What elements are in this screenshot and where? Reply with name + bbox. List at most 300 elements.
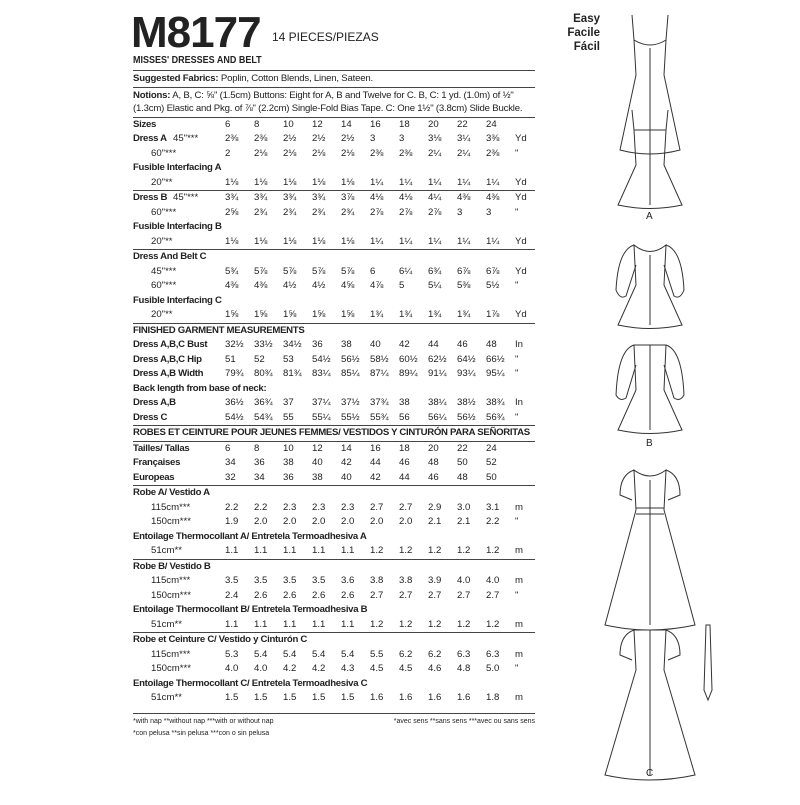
cell-value: 3.8 <box>399 575 413 586</box>
cell-value: 62½ <box>428 353 447 365</box>
cell-value: 33½ <box>254 339 273 350</box>
level-fr: Facile <box>567 27 600 39</box>
cell-value: 5.5 <box>370 648 384 660</box>
cell-value: 55½ <box>341 411 360 423</box>
cell-value: 22 <box>457 118 468 130</box>
cell-value: 2½ <box>341 133 355 144</box>
cell-value: 1.5 <box>283 692 297 703</box>
table-row <box>133 338 535 353</box>
cell-value: 34½ <box>283 339 302 350</box>
cell-value: 4⅜ <box>254 280 268 291</box>
cell-value: 54½ <box>225 411 244 423</box>
table-row <box>133 161 535 176</box>
table-row <box>133 190 535 206</box>
cell-value: 2.0 <box>399 516 413 527</box>
cell-value: 3¾ <box>225 192 239 203</box>
row-sublabel: 60"*** <box>151 147 177 159</box>
label-view-b: B <box>646 438 653 449</box>
cell-value: 3.6 <box>341 575 355 586</box>
cell-value: 12 <box>312 118 323 130</box>
cell-value: 2.2 <box>486 516 500 527</box>
cell-value: 2¾ <box>283 206 297 218</box>
table-row <box>133 176 535 191</box>
cell-value: 1.2 <box>370 618 384 630</box>
cell-value: 4¼ <box>428 192 442 203</box>
cell-value: 48 <box>486 339 497 350</box>
cell-value: 4.2 <box>312 663 326 674</box>
cell-value: 42 <box>399 339 410 350</box>
row-label: Entoilage Thermocollant A/ Entretela Termoadhesiva A <box>133 530 367 542</box>
cell-value: 5½ <box>486 280 500 291</box>
row-label: Fusible Interfacing B <box>133 221 222 232</box>
cell-value: 2⅜ <box>254 133 268 144</box>
row-label: Robe B/ Vestido B <box>133 560 211 572</box>
cell-value: 1⅞ <box>486 309 500 320</box>
row-unit: In <box>515 397 524 408</box>
cell-value: 5 <box>399 280 405 291</box>
row-label: Françaises <box>133 457 181 468</box>
cell-value: 6.3 <box>486 648 500 660</box>
cell-value: 1⅛ <box>225 176 239 188</box>
row-unit: " <box>515 516 519 527</box>
suggested-fabrics <box>133 70 535 87</box>
label-view-c: C <box>646 768 654 779</box>
cell-value: 2.0 <box>254 516 268 527</box>
belt <box>704 625 712 700</box>
cell-value: 2.0 <box>312 516 326 527</box>
cell-value: 2½ <box>283 133 297 144</box>
cell-value: 4.0 <box>225 663 239 674</box>
cell-value: 55¼ <box>312 411 331 423</box>
row-unit: " <box>515 589 519 601</box>
cell-value: 54½ <box>312 353 331 365</box>
cell-value: 1.6 <box>428 692 442 703</box>
cell-value: 1.1 <box>254 618 268 630</box>
cell-value: 4⅛ <box>370 192 384 203</box>
cell-value: 60½ <box>399 353 418 365</box>
cell-value: 3.1 <box>486 501 500 513</box>
cell-value: 1.2 <box>399 545 413 556</box>
cell-value: 24 <box>486 118 497 130</box>
table-row <box>133 530 535 545</box>
cell-value: 3.5 <box>312 575 326 586</box>
cell-value: 55 <box>283 411 294 423</box>
cell-value: 6¼ <box>399 265 413 277</box>
cell-value: 1¾ <box>457 309 471 320</box>
cell-value: 2.0 <box>370 516 384 527</box>
row-label: Europeas <box>133 471 175 483</box>
table-row <box>133 367 535 382</box>
cell-value: 1.5 <box>312 692 326 703</box>
row-unit: " <box>515 206 519 218</box>
cell-value: 56 <box>399 411 410 423</box>
cell-value: 2 <box>225 147 231 159</box>
cell-value: 55¾ <box>370 411 389 423</box>
table-row <box>133 206 535 221</box>
cell-value: 1¼ <box>428 235 442 247</box>
cell-value: 36 <box>254 457 265 468</box>
cell-value: 44 <box>370 457 381 468</box>
cell-value: 2⅞ <box>370 206 384 218</box>
cell-value: 1.1 <box>283 545 297 556</box>
cell-value: 79¾ <box>225 368 244 379</box>
cell-value: 5.4 <box>254 648 268 660</box>
cell-value: 10 <box>283 118 294 130</box>
dress-b-back <box>616 345 684 434</box>
cell-value: 6.2 <box>428 648 442 660</box>
row-label: Dress A,B,C Bust <box>133 339 208 350</box>
cell-value: 64½ <box>457 353 476 365</box>
cell-value: 1.1 <box>341 618 355 630</box>
cell-value: 1.2 <box>428 545 442 556</box>
cell-value: 3 <box>399 133 405 144</box>
cell-value: 1.6 <box>399 692 413 703</box>
cell-value: 4.8 <box>457 663 471 674</box>
cell-value: 37¾ <box>370 397 389 408</box>
cell-value: 38 <box>399 397 410 408</box>
cell-value: 24 <box>486 442 497 454</box>
cell-value: 1⅛ <box>254 235 268 247</box>
table-row <box>133 603 535 618</box>
cell-value: 6 <box>225 442 231 454</box>
row-sublabel: 20"** <box>151 309 173 320</box>
cell-value: 2.7 <box>428 589 442 601</box>
row-unit: Yd <box>515 265 527 277</box>
table-row <box>133 294 535 309</box>
row-unit: " <box>515 147 519 159</box>
cell-value: 34 <box>225 457 236 468</box>
cell-value: 38¼ <box>428 397 447 408</box>
cell-value: 52 <box>254 353 265 365</box>
cell-value: 2.7 <box>370 501 384 513</box>
cell-value: 3 <box>457 206 463 218</box>
cell-value: 18 <box>399 118 410 130</box>
row-unit: Yd <box>515 309 527 320</box>
cell-value: 8 <box>254 442 260 454</box>
cell-value: 40 <box>312 457 323 468</box>
row-unit: Yd <box>515 176 527 188</box>
cell-value: 2.6 <box>341 589 355 601</box>
cell-value: 40 <box>341 471 352 483</box>
row-label: Dress A,B,C Hip <box>133 353 202 365</box>
cell-value: 5.4 <box>283 648 297 660</box>
cell-value: 38 <box>283 457 294 468</box>
table-row <box>133 691 535 706</box>
cell-value: 4.5 <box>399 663 413 674</box>
table-row <box>133 471 535 486</box>
cell-value: 1.1 <box>283 618 297 630</box>
cell-value: 5.3 <box>225 648 239 660</box>
row-label: Dress And Belt C <box>133 251 207 262</box>
garment-illustrations <box>560 0 740 800</box>
row-sublabel: 45"*** <box>151 265 177 277</box>
cell-value: 2⅛ <box>254 147 268 159</box>
cell-value: 2.7 <box>399 501 413 513</box>
row-sublabel: 150cm*** <box>151 663 191 674</box>
cell-value: 91¼ <box>428 368 447 379</box>
cell-value: 2.1 <box>457 516 471 527</box>
cell-value: 22 <box>457 442 468 454</box>
cell-value: 4⅝ <box>341 280 355 291</box>
cell-value: 4⅞ <box>370 280 384 291</box>
table-row <box>133 147 535 162</box>
cell-value: 1.5 <box>254 692 268 703</box>
row-unit: m <box>515 545 523 556</box>
cell-value: 48 <box>428 457 439 468</box>
row-label: Dress B <box>133 192 168 203</box>
cell-value: 1⅝ <box>225 309 239 320</box>
cell-value: 66½ <box>486 353 505 365</box>
cell-value: 2.6 <box>312 589 326 601</box>
row-unit: m <box>515 575 523 586</box>
cell-value: 37 <box>283 397 294 408</box>
row-label: Dress A,B <box>133 397 176 408</box>
cell-value: 1.1 <box>312 618 326 630</box>
row-unit: In <box>515 339 524 350</box>
cell-value: 56¼ <box>428 411 447 423</box>
cell-value: 5.4 <box>312 648 326 660</box>
cell-value: 38 <box>341 339 352 350</box>
cell-value: 36¾ <box>254 397 273 408</box>
cell-value: 2.0 <box>283 516 297 527</box>
footnote-fr: *avec sens **sans sens ***avec ou sans sens <box>393 718 535 725</box>
cell-value: 3 <box>486 206 492 218</box>
cell-value: 1¼ <box>428 176 442 188</box>
cell-value: 2⅜ <box>486 147 500 159</box>
row-sublabel: 45"*** <box>173 133 199 144</box>
dress-c-front <box>605 470 695 630</box>
cell-value: 1⅝ <box>283 309 297 320</box>
cell-value: 5⅞ <box>341 265 355 277</box>
cell-value: 83¼ <box>312 368 331 379</box>
table-row <box>133 249 535 265</box>
table-row <box>133 308 535 323</box>
cell-value: 1.5 <box>341 692 355 703</box>
table-row <box>133 677 535 692</box>
notions-label: Notions: <box>133 89 171 101</box>
cell-value: 2.3 <box>312 501 326 513</box>
cell-value: 16 <box>370 118 381 130</box>
cell-value: 1⅛ <box>312 176 326 188</box>
cell-value: 4⅛ <box>399 192 413 203</box>
cell-value: 37¼ <box>312 397 331 408</box>
cell-value: 4⅜ <box>457 192 471 203</box>
cell-value: 1.1 <box>225 545 239 556</box>
cell-value: 20 <box>428 118 439 130</box>
pattern-number: M8177 <box>131 8 261 57</box>
cell-value: 2⅜ <box>399 147 413 159</box>
table-row <box>133 589 535 604</box>
cell-value: 3.5 <box>225 575 239 586</box>
row-label: Tailles/ Tallas <box>133 442 190 454</box>
table-row <box>133 265 535 280</box>
row-unit: " <box>515 280 519 291</box>
cell-value: 38 <box>312 471 323 483</box>
cell-value: 3¾ <box>283 192 297 203</box>
cell-value: 18 <box>399 442 410 454</box>
row-label: Entoilage Thermocollant C/ Entretela Termoadhesiva C <box>133 677 368 689</box>
cell-value: 6 <box>370 265 376 277</box>
cell-value: 1⅛ <box>341 235 355 247</box>
cell-value: 2.2 <box>225 501 239 513</box>
pieces-count: 14 PIECES/PIEZAS <box>272 30 379 44</box>
cell-value: 3 <box>370 133 376 144</box>
cell-value: 1⅛ <box>341 176 355 188</box>
cell-value: 52 <box>486 457 497 468</box>
cell-value: 2⅞ <box>428 206 442 218</box>
row-label: Robe et Ceinture C/ Vestido y Cinturón C <box>133 634 308 645</box>
cell-value: 2.9 <box>428 501 442 513</box>
table-row <box>133 441 535 457</box>
cell-value: 95¼ <box>486 368 505 379</box>
row-label: Dress A,B Width <box>133 368 204 379</box>
cell-value: 89¼ <box>399 368 418 379</box>
cell-value: 16 <box>370 442 381 454</box>
cell-value: 40 <box>370 339 381 350</box>
row-sublabel: 150cm*** <box>151 589 191 601</box>
row-unit: " <box>515 663 519 674</box>
cell-value: 6 <box>225 118 231 130</box>
cell-value: 46 <box>457 339 468 350</box>
table-row <box>133 456 535 471</box>
cell-value: 46 <box>399 457 410 468</box>
dress-c-back <box>605 625 712 780</box>
cell-value: 36 <box>312 339 323 350</box>
cell-value: 1⅝ <box>254 309 268 320</box>
cell-value: 1.6 <box>457 692 471 703</box>
label-view-a: A <box>646 211 653 222</box>
cell-value: 44 <box>399 471 410 483</box>
cell-value: 4.5 <box>370 663 384 674</box>
cell-value: 6¾ <box>428 265 442 277</box>
cell-value: 2.3 <box>283 501 297 513</box>
cell-value: 2⅛ <box>283 147 297 159</box>
dress-b-front <box>616 245 684 329</box>
cell-value: 1¼ <box>486 176 500 188</box>
cell-value: 4⅜ <box>225 280 239 291</box>
row-unit: m <box>515 618 523 630</box>
cell-value: 2.7 <box>370 589 384 601</box>
cell-value: 56¾ <box>486 411 505 423</box>
row-label: Sizes <box>133 118 157 130</box>
cell-value: 5¾ <box>225 265 239 277</box>
cell-value: 1¼ <box>457 176 471 188</box>
row-label: Robe A/ Vestido A <box>133 487 210 498</box>
cell-value: 1⅛ <box>312 235 326 247</box>
cell-value: 1⅛ <box>283 235 297 247</box>
cell-value: 93¼ <box>457 368 476 379</box>
cell-value: 1.2 <box>486 618 500 630</box>
yardage-rows <box>133 117 535 706</box>
row-sublabel: 20"** <box>151 176 173 188</box>
row-sublabel: 51cm** <box>151 692 182 703</box>
cell-value: 4.0 <box>486 575 500 586</box>
cell-value: 2.1 <box>428 516 442 527</box>
cell-value: 14 <box>341 118 352 130</box>
cell-value: 2.6 <box>283 589 297 601</box>
row-label: Entoilage Thermocollant B/ Entretela Termoadhesiva B <box>133 604 368 615</box>
cell-value: 32½ <box>225 339 244 350</box>
table-row <box>133 117 535 133</box>
cell-value: 2⅛ <box>341 147 355 159</box>
table-row <box>133 559 535 575</box>
cell-value: 1¼ <box>457 235 471 247</box>
dress-sketches <box>560 0 740 800</box>
cell-value: 1.1 <box>254 545 268 556</box>
cell-value: 50 <box>486 471 497 483</box>
table-row <box>133 648 535 663</box>
cell-value: 2¾ <box>254 206 268 218</box>
cell-value: 2¾ <box>312 206 326 218</box>
yardage-chart <box>133 70 535 706</box>
cell-value: 3.8 <box>370 575 384 586</box>
table-row <box>133 632 535 648</box>
cell-value: 2⅞ <box>399 206 413 218</box>
row-unit: " <box>515 368 519 379</box>
cell-value: 56½ <box>341 353 360 365</box>
cell-value: 3⅜ <box>486 133 500 144</box>
cell-value: 1.1 <box>341 545 355 556</box>
cell-value: 1⅛ <box>254 176 268 188</box>
cell-value: 48 <box>457 471 468 483</box>
cell-value: 42 <box>341 457 352 468</box>
cell-value: 14 <box>341 442 352 454</box>
cell-value: 2.3 <box>341 501 355 513</box>
cell-value: 1.5 <box>225 692 239 703</box>
cell-value: 1¼ <box>399 235 413 247</box>
cell-value: 1.2 <box>399 618 413 630</box>
cell-value: 6.3 <box>457 648 471 660</box>
cell-value: 2½ <box>312 133 326 144</box>
cell-value: 8 <box>254 118 260 130</box>
table-row <box>133 382 535 397</box>
table-row <box>133 485 535 501</box>
row-unit: Yd <box>515 235 527 247</box>
table-row <box>133 618 535 633</box>
row-unit: m <box>515 648 523 660</box>
cell-value: 46 <box>428 471 439 483</box>
table-row <box>133 515 535 530</box>
table-row <box>133 544 535 559</box>
cell-value: 5⅞ <box>254 265 268 277</box>
cell-value: 3⅞ <box>341 192 355 203</box>
cell-value: 56½ <box>457 411 476 423</box>
cell-value: 53 <box>283 353 294 365</box>
cell-value: 2⅝ <box>225 206 239 218</box>
cell-value: 1.6 <box>370 692 384 703</box>
cell-value: 2.2 <box>254 501 268 513</box>
cell-value: 2¾ <box>341 206 355 218</box>
cell-value: 4½ <box>312 280 326 291</box>
cell-value: 2.6 <box>254 589 268 601</box>
cell-value: 3.5 <box>254 575 268 586</box>
row-label: Back length from base of neck: <box>133 382 267 394</box>
cell-value: 1.2 <box>457 545 471 556</box>
cell-value: 20 <box>428 442 439 454</box>
cell-value: 2.7 <box>486 589 500 601</box>
cell-value: 5⅜ <box>457 280 471 291</box>
cell-value: 5⅞ <box>283 265 297 277</box>
cell-value: 1⅛ <box>225 235 239 247</box>
cell-value: 1¼ <box>486 235 500 247</box>
table-row <box>133 662 535 677</box>
table-row <box>133 220 535 235</box>
cell-value: 1¾ <box>370 309 384 320</box>
cell-value: 1.1 <box>225 618 239 630</box>
cell-value: 3.0 <box>457 501 471 513</box>
cell-value: 1¾ <box>399 309 413 320</box>
footnote-en: *with nap **without nap ***with or without nap <box>133 718 274 725</box>
